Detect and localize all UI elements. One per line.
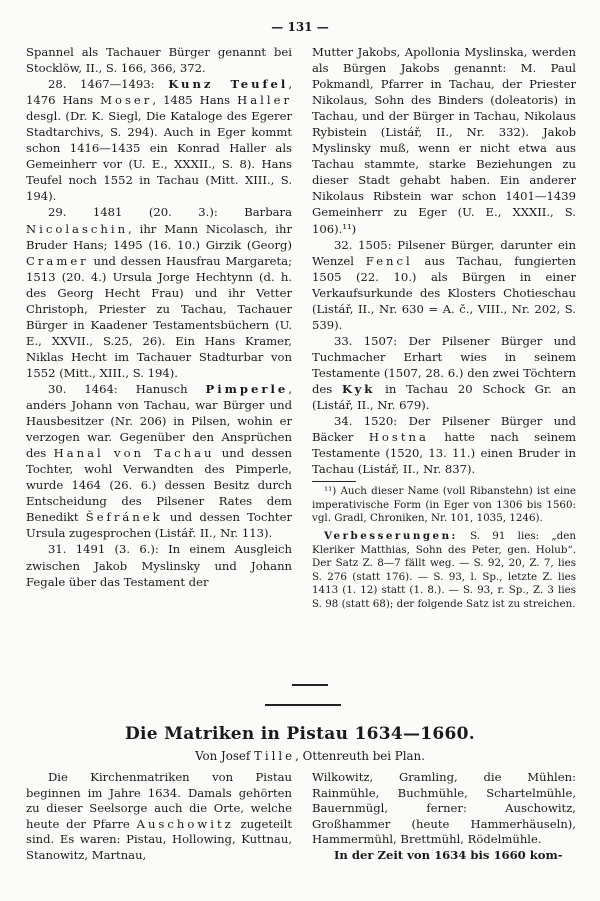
- entry-lead: 33. 1507: Der Pilsener Bürger und Tuchmacher Erhart wies in seinem Testamente (1507, 28. 6.) den zwei Töchtern des: [312, 333, 576, 396]
- right-column: [312, 44, 576, 612]
- article-title: Die Matriken in Pistau 1634—1660.: [124, 724, 476, 744]
- page-number: — 131 —: [271, 20, 329, 34]
- paragraph-32: [312, 237, 576, 333]
- byline-prefix: Von Josef: [195, 749, 254, 763]
- footnote-11: ¹¹) Auch dieser Name (voll Ribanstehn) ist eine imperativische Form (in Eger von 1306 bis 1560: vgl. Gradl, Chroniken, Nr. 101, 1035, 1246).: [312, 485, 576, 525]
- author-name: Tille: [254, 749, 296, 763]
- spaced-name: Šefránek: [85, 510, 163, 525]
- entry-text: , 1485 Hans: [152, 93, 238, 108]
- entry-text: aus Tachau, fungierten 1505 (22. 10.) als Bürgen in einer Verkaufsurkunde des Klosters Chotieschau (Listář, II., Nr. 630 = A. č., VIII., Nr. 202, S. 539).: [312, 253, 576, 332]
- spaced-name: Cramer: [26, 253, 89, 268]
- entry-text: und dessen Tochter, wohl Verwandten des Pimperle, wurde 1464 (26. 6.) dessen Besitz durch Entscheidung des Pilsener Rates dem Benedikt: [26, 446, 292, 525]
- byline: [160, 749, 460, 763]
- entry-text: hatte nach seinem Testamente (1520, 13. 11.) einen Bruder in Tachau (Listář, II., Nr. 837).: [312, 430, 576, 477]
- entry-lead: 28. 1467—1493:: [48, 77, 169, 92]
- entry-text: und dessen Hausfrau Margareta; 1513 (20. 4.) Ursula Jorge Hechtynn (d. h. des Georg Hecht Frau) und ihr Vetter Christoph, Priester zu Tachau, Tachauer Bürger in Kaadener Testamentsbüchern (U. E., XXVII., S.25, 26). Ein Hans Kramer, Niklas Hecht im Tachauer Stadturbar von 1552 (Mitt., XIII., S. 194).: [26, 253, 292, 380]
- corrections-label: Verbesserungen:: [324, 530, 458, 543]
- paragraph-29: [26, 204, 292, 381]
- spaced-name: Kunz Teufel: [168, 77, 289, 92]
- spaced-name: Kyk: [342, 381, 376, 396]
- corrections: [312, 530, 576, 612]
- spaced-name: Fencl: [365, 253, 413, 268]
- entry-lead: 34. 1520: Der Pilsener Bürger und Bäcker: [312, 414, 576, 445]
- spaced-name: Auschowitz: [136, 816, 234, 831]
- spaced-name: Nicolaschin: [26, 221, 129, 236]
- entry-text: , anders Johann von Tachau, war Bürger und Hausbesitzer (Nr. 206) in Pilsen, wohin er verzogen war. Gegenüber den Ansprüchen des: [26, 381, 292, 461]
- article-paragraph-1: [26, 770, 292, 864]
- article-text: zugeteilt sind. Es waren: Pistau, Hollowing, Kuttnau, Stanowitz, Martnau,: [26, 816, 292, 862]
- paragraph-31-continuation: Mutter Jakobs, Apollonia Myslinska, werden als Bürgen Jakobs genannt: M. Paul Pokmandl, Pfarrer in Tachau, der Priester Nikolaus, Sohn des Binders (doleatoris) in Tachau, und der Bürger in Tachau, Nikolaus Rybistein (Listář, II., Nr. 332). Jakob Myslinsky muß, wenn er nicht etwa aus Tachau stammte, starke Beziehungen zu dieser Stadt gehabt haben. Ein anderer Nikolaus Ribstein war schon 1401—1439 Gemeinherr zu Eger (U. E., XXXII., S. 106).¹¹): [312, 45, 576, 236]
- spaced-name: Pimperle: [205, 381, 289, 396]
- entry-lead: 30. 1464: Hanusch: [48, 381, 206, 396]
- footnote-rule: [312, 481, 356, 482]
- article-left-column: [26, 770, 292, 864]
- article-paragraph-2: In der Zeit von 1634 bis 1660 kom-: [334, 847, 563, 862]
- entry-lead: 29. 1481 (20. 3.): Barbara: [48, 205, 292, 220]
- article-text: Die Kirchenmatriken von Pistau beginnen im Jahre 1634. Damals gehörten zu dieser Seelsorge auch die Orte, welche heute der Pfarre: [26, 770, 292, 831]
- entry-text: in Tachau 20 Schock Gr. an (Listář, II., Nr. 679).: [312, 381, 576, 413]
- byline-suffix: , Ottenreuth bei Plan.: [295, 749, 425, 763]
- corrections-text: S. 91 lies: „den Kleriker Matthias, Sohn des Peter, gen. Holub“. Der Satz Z. 8—7 fällt weg. — S. 92, 20, Z. 7, lies S. 276 (statt 176). — S. 93, l. Sp., letzte Z. lies 1413 (1. 12) statt (1. 8.). — S. 93, r. Sp., Z. 3 lies S. 98 (statt 68); der folgende Satz ist zu streichen.: [312, 530, 576, 611]
- paragraph-27-continuation: Spannel als Tachauer Bürger genannt bei Stocklöw, II., S. 166, 366, 372.: [26, 45, 292, 76]
- spaced-name: Hanal von Tachau: [53, 446, 215, 461]
- spaced-name: Haller: [237, 93, 292, 108]
- entry-lead: 32. 1505: Pilsener Bürger, darunter ein Wenzel: [312, 237, 576, 268]
- spaced-name: Hostna: [368, 430, 429, 445]
- entry-text: und dessen Tochter Ursula zugesprochen (Listář. II., Nr. 113).: [26, 510, 292, 541]
- section-end-rule: [292, 684, 328, 686]
- paragraph-28: [26, 76, 292, 204]
- entry-text: , 1476 Hans: [26, 77, 292, 108]
- article-separator-rule: [265, 704, 341, 706]
- paragraph-31: 31. 1491 (3. 6.): In einem Ausgleich zwischen Jakob Myslinsky und Johann Fegale über das Testament der: [26, 542, 292, 589]
- article-right-column: [312, 770, 576, 864]
- entry-text: desgl. (Dr. K. Siegl, Die Kataloge des Egerer Stadtarchivs, S. 294). Auch in Eger kommt schon 1416—1435 ein Konrad Haller als Gemeinherr vor (U. E., XXXII., S. 8). Hans Teufel noch 1552 in Tachau (Mitt. XIII., S. 194).: [26, 109, 292, 204]
- paragraph-33: [312, 333, 576, 413]
- left-column: [26, 44, 292, 590]
- spaced-name: Moser: [100, 93, 153, 108]
- entry-text: , ihr Mann Nicolasch, ihr Bruder Hans; 1495 (16. 10.) Girzik (Georg): [26, 221, 292, 252]
- paragraph-30: [26, 381, 292, 541]
- paragraph-34: [312, 413, 576, 477]
- article-paragraph-1-continuation: Wilkowitz, Gramling, die Mühlen: Rainmühle, Buchmühle, Schartelmühle, Bauernmügl, ferner: Auschowitz, Großhammer (heute Hammerhäuseln), Hammermühl, Brettmühl, Rödelmühle.: [312, 770, 576, 847]
